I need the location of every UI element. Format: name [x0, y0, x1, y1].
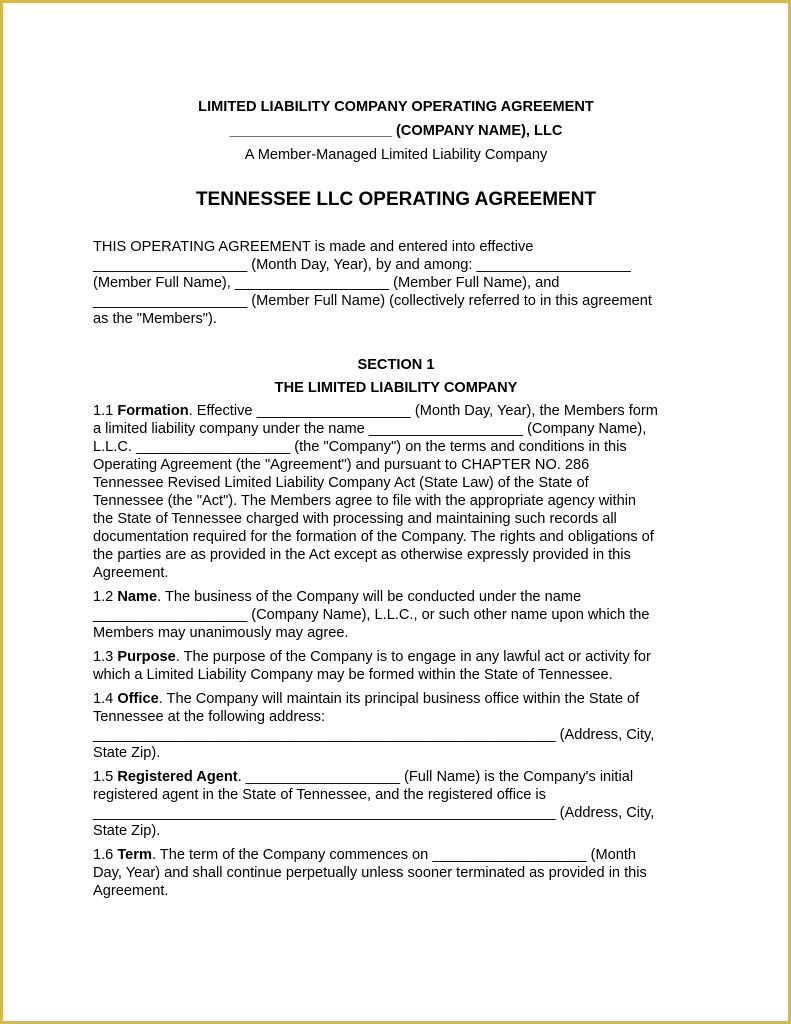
- clause-registered-agent: [93, 768, 699, 840]
- clause-line: Agreement.: [93, 883, 169, 899]
- clause-number: 1.3: [93, 649, 118, 665]
- intro-line: as the "Members").: [93, 311, 217, 327]
- doc-heading-company: ____________________ (COMPANY NAME), LLC: [229, 123, 563, 139]
- clause-term: Purpose: [117, 649, 176, 665]
- clause-number: 1.6: [93, 847, 118, 863]
- section-name: THE LIMITED LIABILITY COMPANY: [274, 380, 518, 396]
- section-number: SECTION 1: [357, 357, 435, 373]
- clause-formation: [93, 402, 699, 582]
- clause-line: documentation required for the formation of the Company. The rights and obligations of: [93, 529, 654, 545]
- intro-line: (Member Full Name), ___________________ (Member Full Name), and: [93, 275, 560, 291]
- clause-number: 1.4: [93, 691, 118, 707]
- clause-line: Agreement.: [93, 565, 169, 581]
- clause-term: Name: [117, 589, 158, 605]
- clause-term: Term: [117, 847, 152, 863]
- clause-line: . The term of the Company commences on ___________________ (Month: [151, 847, 637, 863]
- clause-line: _________________________________________________________ (Address, City,: [93, 727, 655, 743]
- clause-line: ___________________ (Company Name), L.L.C., or such other name upon which the: [93, 607, 650, 623]
- clause-line: a limited liability company under the name ___________________ (Company Name),: [93, 421, 647, 437]
- clause-line: . ___________________ (Full Name) is the Company's initial: [237, 769, 634, 785]
- clause-line: . Effective ___________________ (Month Day, Year), the Members form: [188, 403, 658, 419]
- intro-line: ___________________ (Month Day, Year), by and among: ___________________: [93, 257, 631, 273]
- clause-number: 1.1: [93, 403, 118, 419]
- clause-office: [93, 690, 699, 762]
- intro-paragraph: [93, 238, 699, 328]
- clause-term: Formation: [117, 403, 189, 419]
- clause-term: Office: [117, 691, 159, 707]
- document-page: [93, 98, 699, 900]
- doc-heading-subtitle: A Member-Managed Limited Liability Company: [244, 147, 548, 163]
- clause-term: [93, 846, 699, 900]
- clause-term: Registered Agent: [117, 769, 238, 785]
- clause-line: Day, Year) and shall continue perpetually unless sooner terminated as provided in this: [93, 865, 647, 881]
- clause-line: the parties are as provided in the Act except as otherwise expressly provided in this: [93, 547, 631, 563]
- intro-line: THIS OPERATING AGREEMENT is made and entered into effective: [93, 239, 534, 255]
- clause-line: Tennessee (the "Act"). The Members agree to file with the appropriate agency within: [93, 493, 637, 509]
- clause-line: Members may unanimously may agree.: [93, 625, 349, 641]
- clause-line: _________________________________________________________ (Address, City,: [93, 805, 655, 821]
- clause-line: . The Company will maintain its principal business office within the State of: [158, 691, 640, 707]
- clause-line: which a Limited Liability Company may be formed within the State of Tennessee.: [93, 667, 613, 683]
- clause-line: State Zip).: [93, 823, 161, 839]
- clause-number: 1.2: [93, 589, 118, 605]
- clause-line: Tennessee Revised Limited Liability Company Act (State Law) of the State of: [93, 475, 589, 491]
- clause-line: Operating Agreement (the "Agreement") and pursuant to CHAPTER NO. 286: [93, 457, 590, 473]
- clause-line: . The purpose of the Company is to engage in any lawful act or activity for: [175, 649, 651, 665]
- clause-name: [93, 588, 699, 642]
- clause-line: L.L.C. ___________________ (the "Company") on the terms and conditions in this: [93, 439, 627, 455]
- clause-line: the State of Tennessee charged with processing and maintaining such records all: [93, 511, 617, 527]
- clause-line: . The business of the Company will be conducted under the name: [157, 589, 582, 605]
- doc-title: TENNESSEE LLC OPERATING AGREEMENT: [195, 189, 597, 210]
- clause-number: 1.5: [93, 769, 118, 785]
- clause-line: Tennessee at the following address:: [93, 709, 326, 725]
- doc-heading-line1: LIMITED LIABILITY COMPANY OPERATING AGREEMENT: [198, 99, 594, 115]
- clause-line: State Zip).: [93, 745, 161, 761]
- intro-line: ___________________ (Member Full Name) (collectively referred to in this agreement: [93, 293, 652, 309]
- clause-line: registered agent in the State of Tennessee, and the registered office is: [93, 787, 546, 803]
- clause-purpose: [93, 648, 699, 684]
